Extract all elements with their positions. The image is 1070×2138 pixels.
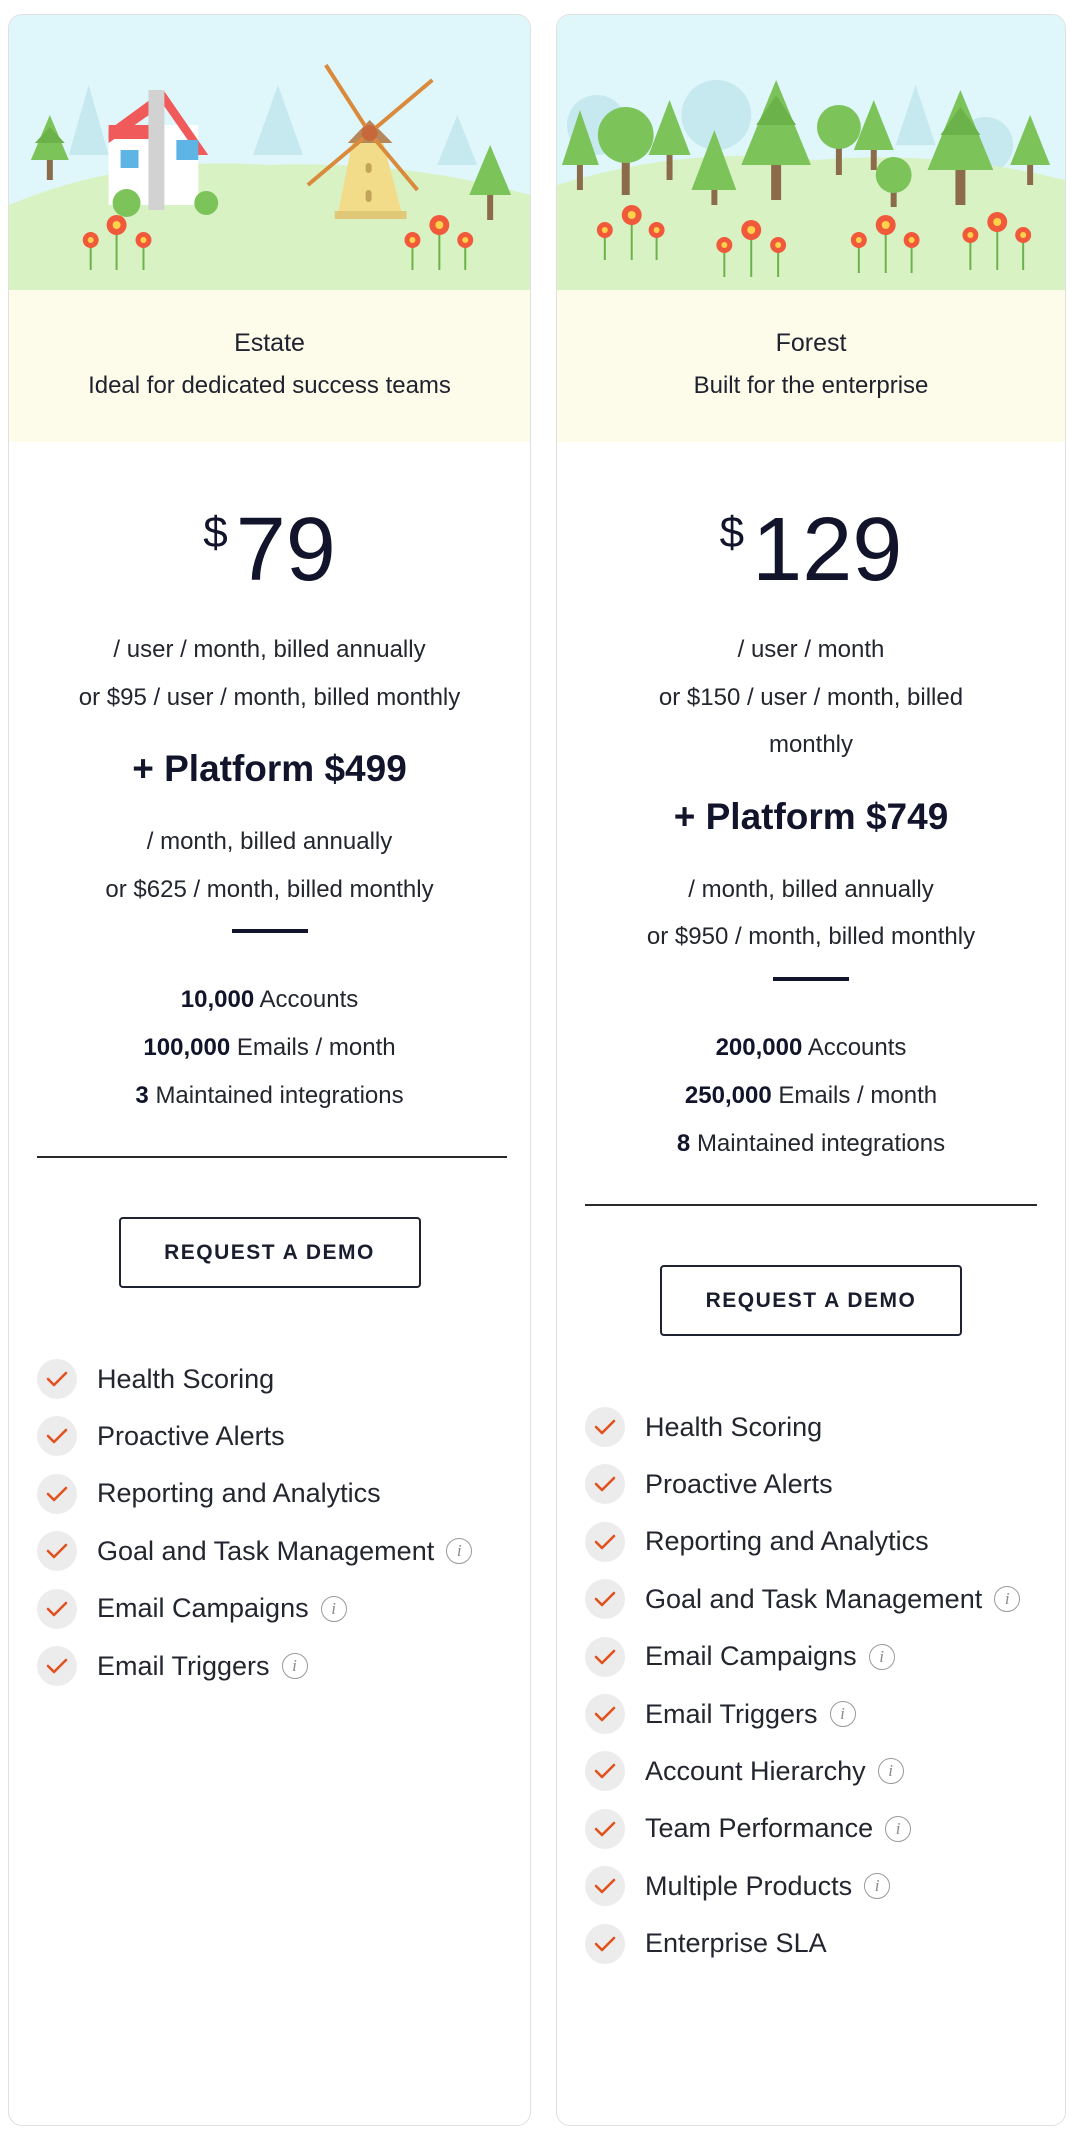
pricing-card-estate [8, 14, 531, 2126]
feature-label: Email Triggers [645, 1698, 818, 1729]
feature-label: Reporting and Analytics [97, 1478, 381, 1509]
currency-symbol: $ [203, 508, 228, 557]
stat-emails: 250,000 Emails / month [684, 1082, 938, 1109]
check-icon [585, 1694, 625, 1734]
plan-name: Estate [234, 329, 305, 357]
feature-item [585, 1692, 856, 1736]
feature-label: Health Scoring [97, 1363, 275, 1394]
feature-item [37, 1644, 308, 1688]
price-amount: 129 [752, 500, 903, 600]
billing-line-3: monthly [768, 731, 854, 758]
stat-accounts: 200,000 Accounts [715, 1034, 907, 1061]
check-icon [37, 1531, 77, 1571]
feature-label: Team Performance [645, 1813, 874, 1844]
divider-long [37, 1156, 507, 1158]
check-icon [585, 1751, 625, 1791]
billing-line-1: / user / month [737, 636, 885, 663]
check-icon [585, 1866, 625, 1906]
check-icon [37, 1646, 77, 1686]
pricing-card-forest [556, 14, 1066, 2126]
plan-header-band [557, 290, 1065, 442]
plan-subtitle: Ideal for dedicated success teams [88, 372, 451, 399]
stat-integrations: 8 Maintained integrations [676, 1130, 946, 1157]
info-icon[interactable]: i [994, 1586, 1020, 1612]
feature-label: Email Triggers [97, 1650, 270, 1681]
check-icon [37, 1359, 77, 1399]
check-icon [585, 1464, 625, 1504]
platform-line-1: / month, billed annually [688, 876, 934, 903]
feature-item [585, 1577, 1020, 1621]
info-icon[interactable]: i [878, 1758, 904, 1784]
info-icon[interactable]: i [869, 1644, 895, 1670]
feature-label: Email Campaigns [97, 1593, 309, 1624]
info-icon[interactable]: i [321, 1596, 347, 1622]
stat-integrations: 3 Maintained integrations [135, 1082, 404, 1109]
divider-short [232, 929, 308, 933]
feature-item [585, 1405, 822, 1449]
feature-item [585, 1462, 833, 1506]
billing-line-2: or $150 / user / month, billed [658, 684, 964, 711]
info-icon[interactable]: i [282, 1653, 308, 1679]
plan-subtitle: Built for the enterprise [693, 372, 929, 399]
feature-label: Health Scoring [645, 1411, 823, 1442]
check-icon [585, 1522, 625, 1562]
feature-label: Proactive Alerts [97, 1420, 285, 1451]
stat-accounts: 10,000 Accounts [180, 986, 359, 1013]
platform-line-2: or $625 / month, billed monthly [105, 876, 434, 903]
platform-line-2: or $950 / month, billed monthly [646, 923, 976, 950]
feature-item [37, 1472, 381, 1516]
forest-illustration [557, 15, 1065, 290]
price-amount: 79 [235, 500, 336, 600]
feature-item [37, 1357, 274, 1401]
request-demo-button[interactable]: REQUEST A DEMO [660, 1265, 962, 1336]
request-demo-button[interactable]: REQUEST A DEMO [119, 1217, 421, 1288]
feature-label: Proactive Alerts [645, 1468, 833, 1499]
platform-price: + Platform $749 [673, 796, 949, 837]
check-icon [585, 1637, 625, 1677]
plan-price [557, 500, 1065, 600]
feature-label: Multiple Products [645, 1870, 853, 1901]
feature-item [585, 1520, 929, 1564]
feature-label: Account Hierarchy [645, 1755, 866, 1786]
billing-line-2: or $95 / user / month, billed monthly [78, 684, 461, 711]
feature-item [37, 1414, 285, 1458]
info-icon[interactable]: i [885, 1816, 911, 1842]
check-icon [585, 1579, 625, 1619]
check-icon [37, 1416, 77, 1456]
plan-header-band [9, 290, 530, 442]
currency-symbol: $ [719, 508, 745, 557]
feature-label: Email Campaigns [645, 1641, 857, 1672]
feature-item [585, 1922, 827, 1966]
info-icon[interactable]: i [446, 1538, 472, 1564]
feature-item [37, 1587, 347, 1631]
plan-price [9, 500, 530, 600]
feature-label: Reporting and Analytics [645, 1526, 929, 1557]
platform-line-1: / month, billed annually [146, 828, 393, 855]
billing-line-1: / user / month, billed annually [113, 636, 426, 663]
plan-name: Forest [775, 329, 847, 357]
check-icon [585, 1407, 625, 1447]
check-icon [37, 1474, 77, 1514]
feature-label: Enterprise SLA [645, 1928, 827, 1959]
feature-item [585, 1635, 895, 1679]
info-icon[interactable]: i [830, 1701, 856, 1727]
check-icon [585, 1924, 625, 1964]
check-icon [585, 1809, 625, 1849]
feature-item [585, 1749, 904, 1793]
divider-short [773, 977, 849, 981]
feature-item [585, 1807, 911, 1851]
estate-illustration [9, 15, 530, 290]
info-icon[interactable]: i [864, 1873, 890, 1899]
platform-price: + Platform $499 [132, 748, 407, 789]
feature-label: Goal and Task Management [97, 1535, 435, 1566]
feature-item [585, 1864, 890, 1908]
feature-item [37, 1529, 472, 1573]
check-icon [37, 1589, 77, 1629]
feature-label: Goal and Task Management [645, 1583, 983, 1614]
stat-emails: 100,000 Emails / month [143, 1034, 396, 1061]
divider-long [585, 1204, 1037, 1206]
